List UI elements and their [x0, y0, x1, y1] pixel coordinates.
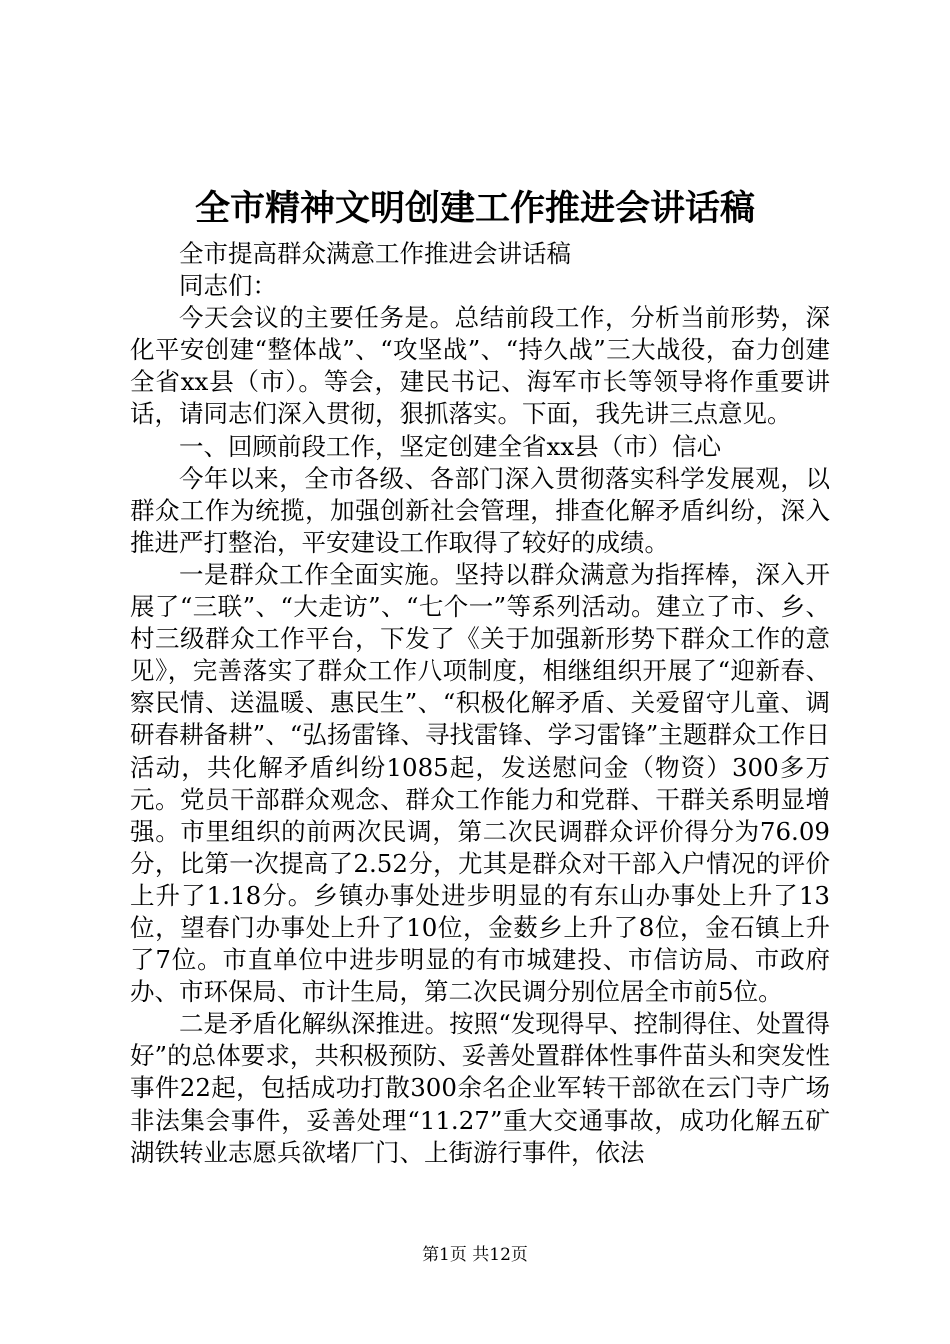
document-title: 全市精神文明创建工作推进会讲话稿 — [194, 188, 755, 229]
document-body — [130, 238, 830, 1169]
subtitle-paragraph: 全市提高群众满意工作推进会讲话稿 — [179, 239, 571, 268]
page-footer: 第1页 共12页 — [422, 1245, 528, 1265]
body-paragraph: 一是群众工作全面实施。坚持以群众满意为指挥棒，深入开展了“三联”、“大走访”、“七个一”等系列活动。建立了市、乡、村三级群众工作平台，下发了《关于加强新形势下群众工作的意见》，完善落实了群众工作八项制度，相继组织开展了“迎新春、察民情、送温暖、惠民生”、“积极化解矛盾、关爱留守儿童、调研春耕备耕”、“弘扬雷锋、寻找雷锋、学习雷锋”主题群众工作日活动，共化解矛盾纠纷1085起，发送慰问金（物资）300多万元。党员干部群众观念、群众工作能力和党群、干群关系明显增强。市里组织的前两次民调，第二次民调群众评价得分为76.09分，比第一次提高了2.52分，尤其是群众对干部入户情况的评价上升了1.18分。乡镇办事处进步明显的有东山办事处上升了13位，望春门办事处上升了10位，金薮乡上升了8位，金石镇上升了7位。市直单位中进步明显的有市城建投、市信访局、市政府办、市环保局、市计生局，第二次民调分别位居全市前5位。 — [130, 559, 830, 1007]
section-heading-1: 一、回顾前段工作，坚定创建全省xx县（市）信心 — [179, 431, 722, 461]
body-paragraph: 今年以来，全市各级、各部门深入贯彻落实科学发展观，以群众工作为统揽，加强创新社会管理，排查化解矛盾纠纷，深入推进严打整治，平安建设工作取得了较好的成绩。 — [130, 463, 830, 557]
body-paragraph: 二是矛盾化解纵深推进。按照“发现得早、控制得住、处置得好”的总体要求，共积极预防、妥善处置群体性事件苗头和突发性事件22起，包括成功打散300余名企业军转干部欲在云门寺广场非法集会事件，妥善处理“11.27”重大交通事故，成功化解五矿湖铁转业志愿兵欲堵厂门、上街游行事件，依法 — [130, 1009, 830, 1167]
intro-paragraph: 今天会议的主要任务是。总结前段工作，分析当前形势，深化平安创建“整体战”、“攻坚战”、“持久战”三大战役，奋力创建全省xx县（市）。等会，建民书记、海军市长等领导将作重要讲话，请同志们深入贯彻，狠抓落实。下面，我先讲三点意见。 — [130, 303, 830, 429]
salutation-paragraph: 同志们： — [179, 271, 277, 301]
